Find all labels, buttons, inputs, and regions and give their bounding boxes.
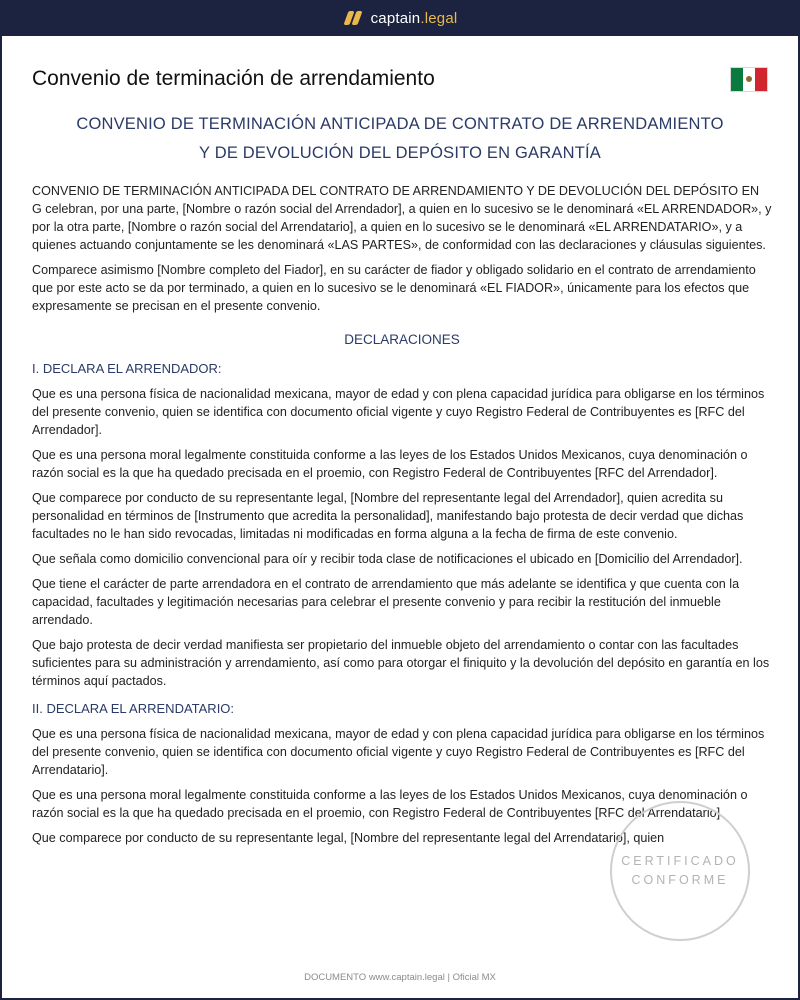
agreement-heading-line-2: Y DE DEVOLUCIÓN DEL DEPÓSITO EN GARANTÍA [199,144,601,162]
agreement-heading-line-1: CONVENIO DE TERMINACIÓN ANTICIPADA DE CONTRATO DE ARRENDAMIENTO [76,115,724,133]
lessor-declaration-2: Que es una persona moral legalmente constituida conforme a las leyes de los Estados Unidos Mexicanos, cuya denominación o razón social es la que ha quedado precisada en el proemio, con Registro Federal de Contribuyentes [RFC del Arrendador]. [32,448,748,480]
document-body [32,182,772,854]
lessee-declaration-2: Que es una persona moral legalmente constituida conforme a las leyes de los Estados Unidos Mexicanos, cuya denominación o razón social es la que ha quedado precisada en el proemio, con Registro Federal de Contribuyentes [RFC del Arrendatario]. [32,788,748,820]
lessor-declaration-6: Que bajo protesta de decir verdad manifiesta ser propietario del inmueble objeto del arrendamiento o contar con las facultades suficientes para su administración y arrendamiento, así como para otorgar el finiquito y la devolución del depósito en garantía en los términos aquí pactados. [32,638,770,688]
intro-paragraph-1: CONVENIO DE TERMINACIÓN ANTICIPADA DEL CONTRATO DE ARRENDAMIENTO Y DE DEVOLUCIÓN DEL DEPÓSITO EN G celebran, por una parte, [Nombre o razón social del Arrendador], a quien en lo sucesivo se le denominará «EL ARRENDADOR», y por la otra parte, [Nombre o razón social del Arrendatario], a quien en lo sucesivo se le denominará «EL ARRENDATARIO», y a quienes actuando conjuntamente se les denominará «LAS PARTES», de conformidad con las declaraciones y cláusulas siguientes. [32,184,772,252]
document-page [2,36,798,998]
agreement-heading [32,110,768,168]
lessor-declarations-title: I. DECLARA EL ARRENDADOR: [32,361,222,376]
seal-line-1: CERTIFICADO [621,854,739,868]
brand-mark-icon [343,10,363,26]
document-header [32,64,768,94]
certified-seal [610,801,750,941]
lessor-declaration-4: Que señala como domicilio convencional para oír y recibir toda clase de notificaciones el ubicado en [Domicilio del Arrendador]. [32,552,743,566]
brand-logo[interactable] [343,10,458,27]
document-footer: DOCUMENTO www.captain.legal | Oficial MX [304,972,496,983]
document-title: Convenio de terminación de arrendamiento [32,67,435,90]
declarations-title: DECLARACIONES [344,332,460,347]
lessor-declaration-1: Que es una persona física de nacionalidad mexicana, mayor de edad y con plena capacidad jurídica para obligarse en los términos del presente convenio, quien se identifica con documento oficial vigente y cuyo Registro Federal de Contribuyentes es [RFC del Arrendador]. [32,387,765,437]
lessee-declaration-3: Que comparece por conducto de su representante legal, [Nombre del representante legal del Arrendatario], quien [32,831,665,845]
lessee-declaration-1: Que es una persona física de nacionalidad mexicana, mayor de edad y con plena capacidad jurídica para obligarse en los términos del presente convenio, quien se identifica con documento oficial vigente y cuyo Registro Federal de Contribuyentes es [RFC del Arrendatario]. [32,727,765,777]
intro-paragraph-2: Comparece asimismo [Nombre completo del Fiador], en su carácter de fiador y obligado solidario en el contrato de arrendamiento que por este acto se da por terminado, a quien en lo sucesivo se le denominará «EL FIADOR», únicamente para los efectos que expresamente se precisan en el presente convenio. [32,263,756,313]
top-bar [0,0,800,36]
lessor-declaration-5: Que tiene el carácter de parte arrendadora en el contrato de arrendamiento que más adelante se identifica y que cuenta con la capacidad, facultades y legitimación necesarias para celebrar el presente convenio y para recibir la restitución del inmueble arrendado. [32,577,740,627]
brand-name: captain.legal [370,9,458,27]
seal-line-2: CONFORME [631,873,729,887]
lessor-declaration-3: Que comparece por conducto de su representante legal, [Nombre del representante legal del Arrendador], quien acredita su personalidad en términos de [Instrumento que acredita la personalidad], manifestando bajo protesta de decir verdad que dichas facultades no le han sido revocadas, limitadas ni modificadas en forma alguna a la fecha de firma de este convenio. [32,491,744,541]
lessee-declarations-title: II. DECLARA EL ARRENDATARIO: [32,701,235,716]
mexico-flag-icon [730,67,768,92]
